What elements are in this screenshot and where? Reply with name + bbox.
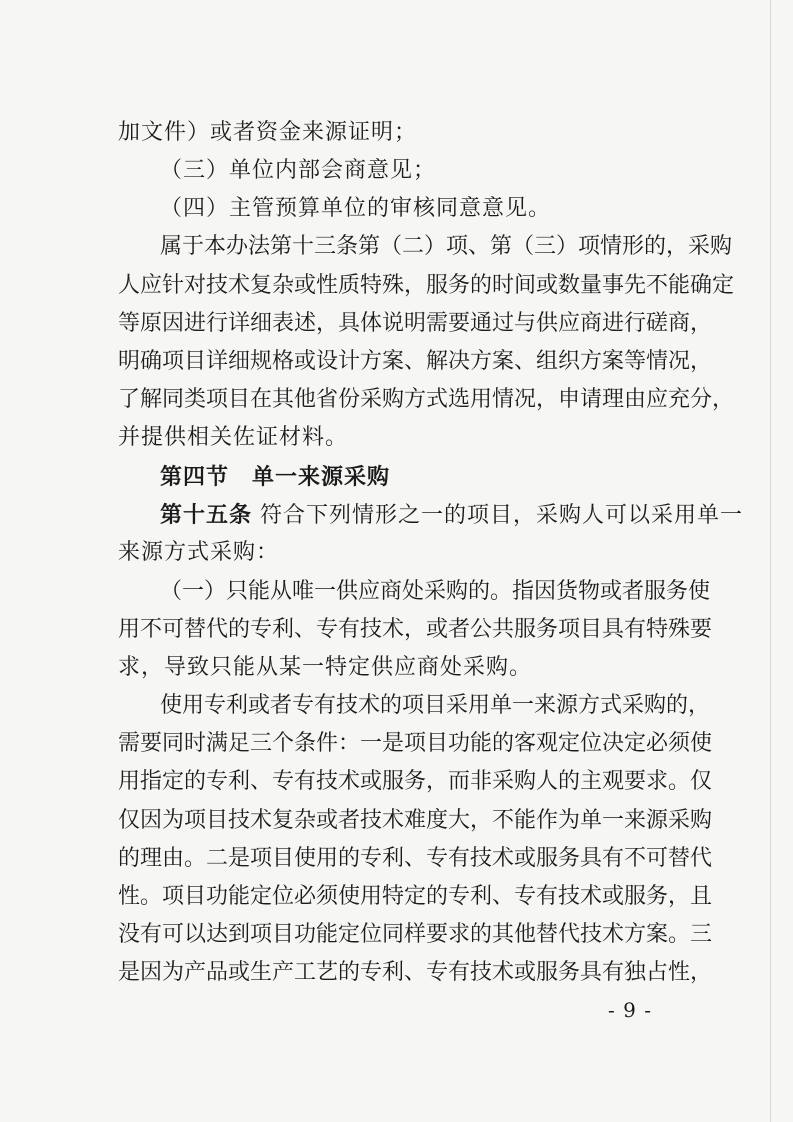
text-line: （三）单位内部会商意见； [160,158,437,183]
text-line: 用指定的专利、专有技术或服务，而非采购人的主观要求。仅 [118,769,713,794]
text-line: 用不可替代的专利、专有技术，或者公共服务项目具有特殊要 [118,617,713,642]
text-line: （四）主管预算单位的审核同意意见。 [160,196,552,221]
text-line: 没有可以达到项目功能定位同样要求的其他替代技术方案。三 [118,922,713,947]
article-paragraph [160,500,793,531]
text-line: 属于本办法第十三条第（二）项、第（三）项情形的，采购 [160,234,733,259]
text-line: 了解同类项目在其他省份采购方式选用情况，申请理由应充分， [118,387,735,412]
text-line: 性。项目功能定位必须使用特定的专利、专有技术或服务，且 [118,884,713,909]
article-text: 符合下列情形之一的项目，采购人可以采用单一 [260,503,744,528]
page-number: - 9 - [608,998,652,1022]
text-line: 明确项目详细规格或设计方案、解决方案、组织方案等情况， [118,349,713,374]
text-line: 求，导致只能从某一特定供应商处采购。 [118,655,533,680]
text-line: 等原因进行详细表述，具体说明需要通过与供应商进行磋商， [118,311,713,336]
article-label: 第十五条 [160,502,253,528]
text-line: 仅因为项目技术复杂或者技术难度大，不能作为单一来源采购 [118,808,713,833]
text-line: 是因为产品或生产工艺的专利、专有技术或服务具有独占性， [118,960,713,985]
text-line: 加文件）或者资金来源证明； [118,120,418,145]
text-line: 使用专利或者专有技术的项目采用单一来源方式采购的， [160,693,711,718]
text-line: 来源方式采购： [118,540,280,565]
text-line: （一）只能从唯一供应商处采购的。指因货物或者服务使 [160,579,711,604]
page-edge-divider [770,0,771,1122]
text-line: 需要同时满足三个条件：一是项目功能的客观定位决定必须使 [118,731,713,756]
text-line: 人应针对技术复杂或性质特殊，服务的时间或数量事先不能确定 [118,273,735,298]
section-heading: 第四节 单一来源采购 [160,464,391,490]
text-line: 的理由。二是项目使用的专利、专有技术或服务具有不可替代 [118,846,713,871]
text-line: 并提供相关佐证材料。 [118,425,349,450]
